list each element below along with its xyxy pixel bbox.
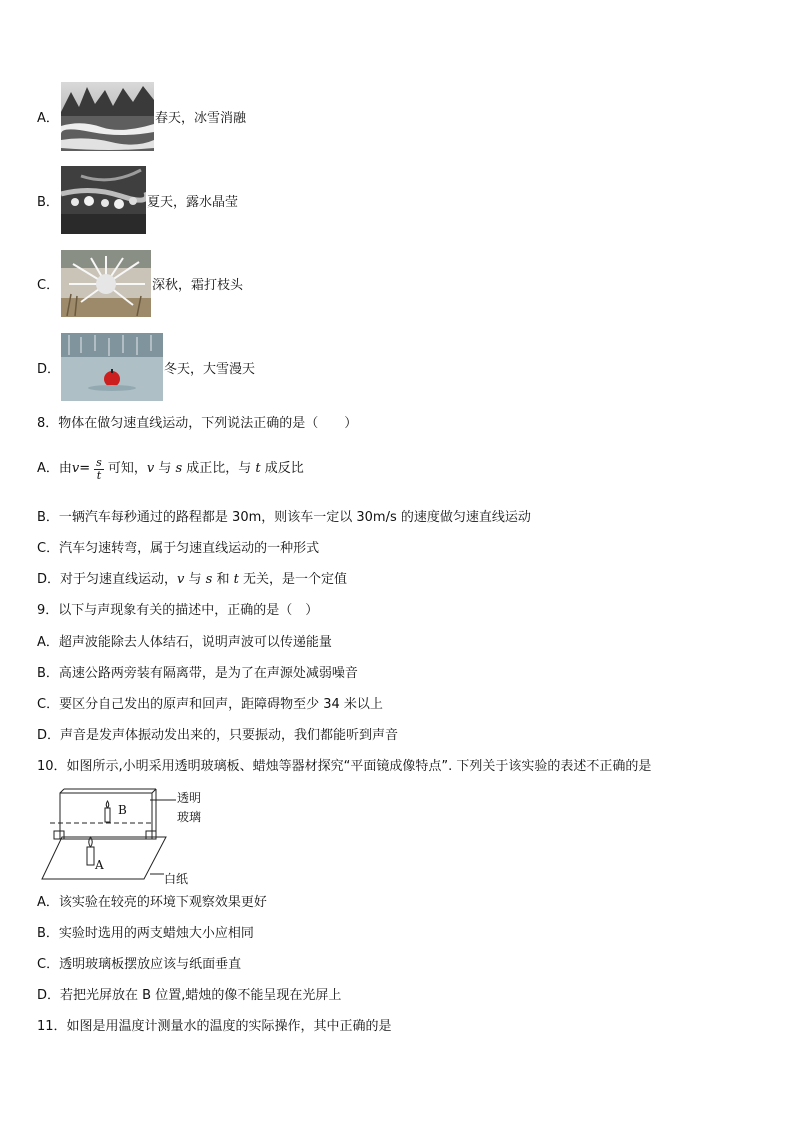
q10-option-d: D．若把光屏放在 B 位置,蜡烛的像不能呈现在光屏上	[37, 988, 342, 1003]
melting-snow-river-photo-icon	[61, 82, 154, 151]
option-letter: C．	[37, 278, 60, 293]
q9-option-a: A．超声波能除去人体结石，说明声波可以传递能量	[37, 635, 332, 650]
q8-stem: 8．物体在做匀速直线运动，下列说法正确的是（ ）	[37, 416, 358, 431]
q9-option-d: D．声音是发声体振动发出来的，只要振动，我们都能听到声音	[37, 728, 399, 743]
option-letter: B．	[37, 194, 59, 210]
time-symbol: t	[233, 572, 239, 587]
option-text: 无关，是一个定值	[238, 572, 347, 587]
q10-option-a: A．该实验在较亮的环境下观察效果更好	[37, 895, 267, 910]
option-text: 可知，	[107, 461, 147, 476]
option-letter: D．	[37, 361, 61, 377]
equals-sign: =	[79, 461, 91, 476]
option-text: 成反比	[260, 461, 304, 476]
q10-stem: 10．如图所示,小明采用透明玻璃板、蜡烛等器材探究“平面镜成像特点”. 下列关于该实验的表述不正确的是	[37, 759, 652, 774]
fraction-numerator: s	[96, 455, 102, 469]
option-prefix: A．由	[37, 461, 72, 476]
snowfall-photo-icon	[61, 333, 163, 401]
q9-option-b: B．高速公路两旁装有隔离带，是为了在声源处减弱噪音	[37, 666, 358, 681]
fraction-denominator: t	[96, 468, 102, 482]
figure-label-b: B	[118, 803, 127, 817]
figure-label-paper: 白纸	[164, 872, 189, 886]
velocity-symbol: v	[71, 461, 80, 476]
dew-drops-photo-icon	[61, 166, 146, 234]
option-text: 与	[184, 572, 206, 587]
option-caption: 冬天，大雪漫天	[164, 361, 256, 377]
distance-symbol: s	[175, 461, 183, 476]
q7-option-b	[37, 166, 238, 234]
time-symbol: t	[255, 461, 261, 476]
q8-option-d	[37, 571, 347, 589]
option-letter: A．	[37, 111, 59, 126]
q7-option-d	[37, 333, 255, 401]
q8-option-b: B．一辆汽车每秒通过的路程都是 30m，则该车一定以 30m/s 的速度做匀速直线运动	[37, 510, 531, 525]
velocity-symbol: v	[177, 572, 185, 587]
q9-option-c: C．要区分自己发出的原声和回声，距障碍物至少 34 米以上	[37, 697, 383, 712]
frost-on-branches-photo-icon	[61, 250, 151, 317]
q8-option-c: C．汽车匀速转弯，属于匀速直线运动的一种形式	[37, 541, 320, 556]
velocity-symbol: v	[146, 461, 155, 476]
option-caption: 深秋，霜打枝头	[152, 278, 244, 293]
option-caption: 夏天，露水晶莹	[147, 194, 239, 210]
q10-option-c: C．透明玻璃板摆放应该与纸面垂直	[37, 957, 242, 972]
option-text: 和	[212, 572, 234, 587]
option-caption: 春天，冰雪消融	[155, 111, 247, 126]
option-text: D．对于匀速直线运动，	[37, 572, 178, 587]
option-text: 与	[154, 461, 176, 476]
speed-formula-fraction	[94, 457, 104, 482]
q10-option-b: B．实验时选用的两支蜡烛大小应相同	[37, 926, 254, 941]
q8-option-a	[37, 454, 304, 484]
q9-stem: 9．以下与声现象有关的描述中，正确的是（ ）	[37, 603, 319, 618]
figure-label-glass-line2: 玻璃	[177, 810, 202, 824]
figure-label-a: A	[95, 858, 104, 872]
figure-leader-lines	[148, 796, 178, 876]
distance-symbol: s	[205, 572, 213, 587]
figure-label-glass-line1: 透明	[177, 791, 202, 805]
q7-option-c	[37, 250, 243, 317]
q11-stem: 11．如图是用温度计测量水的温度的实际操作，其中正确的是	[37, 1019, 392, 1034]
option-text: 成正比，与	[182, 461, 256, 476]
q7-option-a	[37, 82, 246, 151]
